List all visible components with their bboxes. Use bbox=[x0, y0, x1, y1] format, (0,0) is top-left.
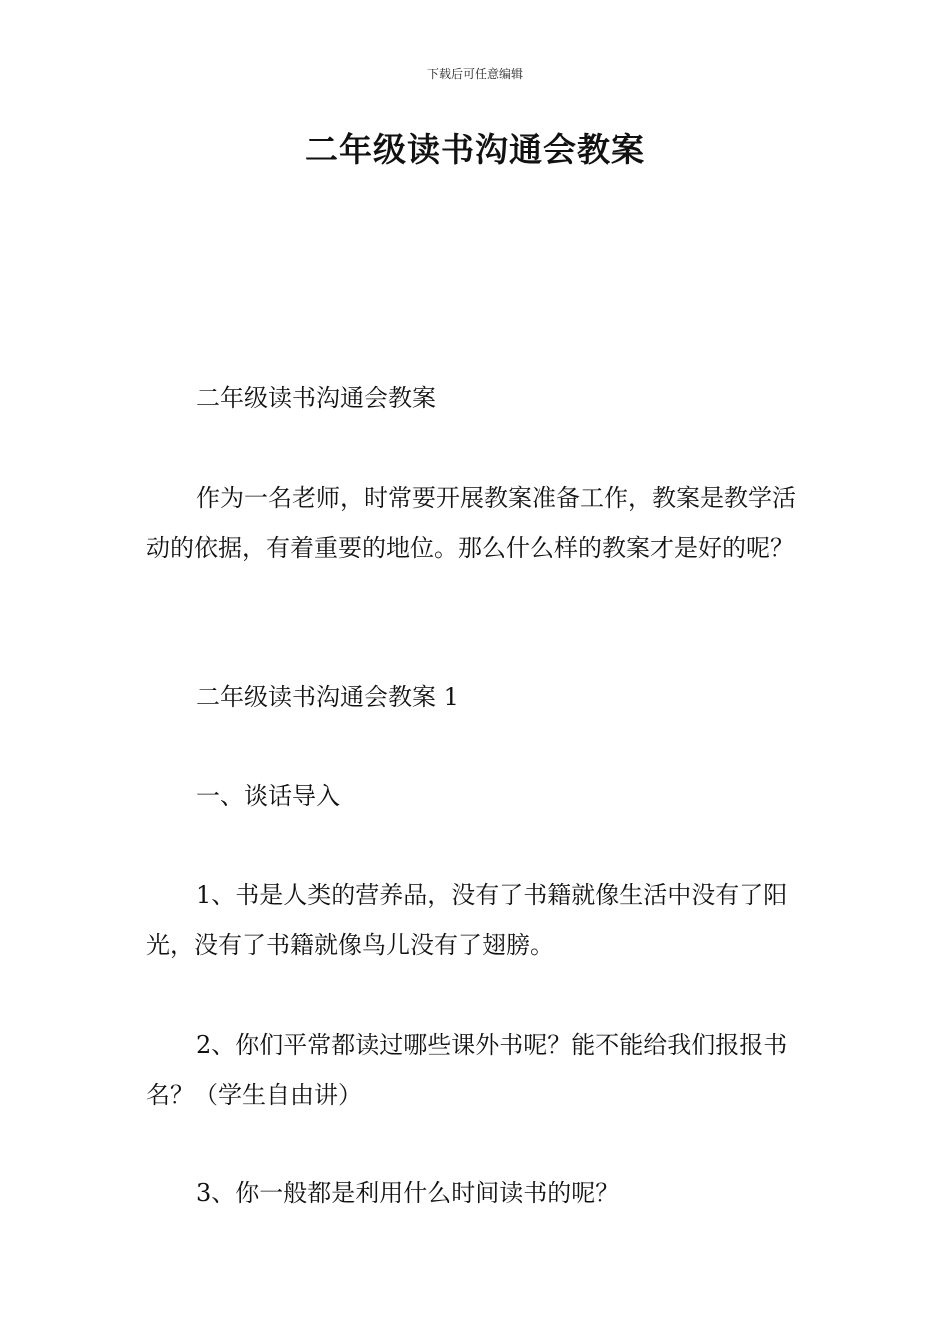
paragraph-subtitle: 二年级读书沟通会教案 bbox=[196, 384, 436, 412]
paragraph-intro: 作为一名老师，时常要开展教案准备工作，教案是教学活动的依据，有着重要的地位。那么什么样的教案才是好的呢？ bbox=[146, 484, 796, 562]
paragraph-heading-one: 一、谈话导入 bbox=[196, 782, 340, 810]
paragraph-section-title: 二年级读书沟通会教案 1 bbox=[196, 683, 459, 711]
paragraph-item-2: 2、你们平常都读过哪些课外书呢？能不能给我们报报书名？（学生自由讲） bbox=[146, 1031, 788, 1109]
document-title: 二年级读书沟通会教案 bbox=[305, 130, 645, 169]
header-note: 下载后可任意编辑 bbox=[426, 67, 523, 81]
paragraph-item-1: 1、书是人类的营养品，没有了书籍就像生活中没有了阳光，没有了书籍就像鸟儿没有了翅膀。 bbox=[146, 881, 788, 959]
paragraph-item-3: 3、你一般都是利用什么时间读书的呢？ bbox=[196, 1179, 620, 1207]
